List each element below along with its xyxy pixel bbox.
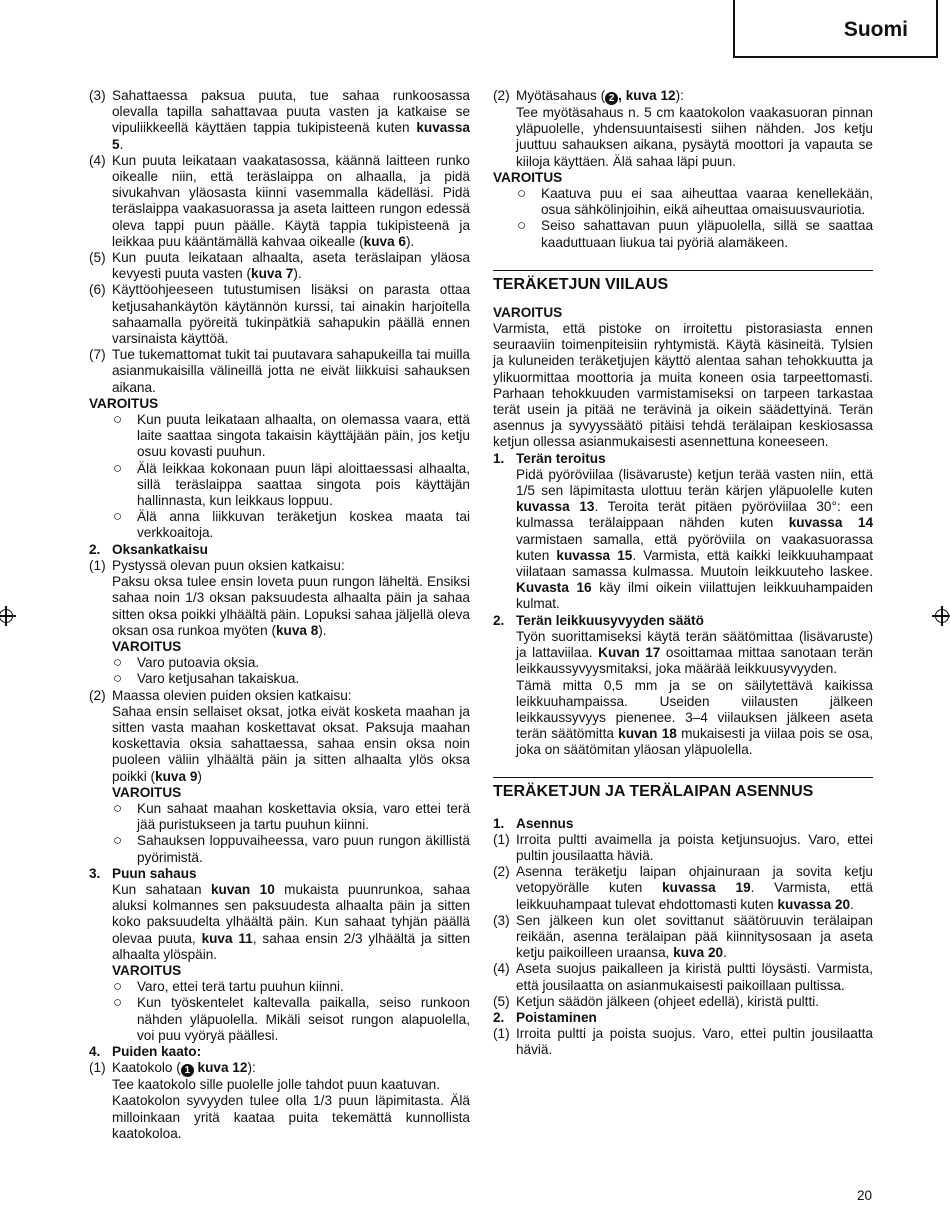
warning-item: ○ Varo ketjusahan takaiskua. (113, 670, 300, 688)
warning-item: ○ Älä anna liikkuvan teräketjun koskea maata tai verkkoaitoja. (113, 508, 470, 541)
paragraph: (6) Käyttöohjeeseen tutustumisen lisäksi on parasta ottaa ketjusahankäytön käytännön kurssi, tai ainakin harjoitella sahaamalla pyöreitä tukinpätkiä sahapukin päällä ennen varsinaista käyttöä. (89, 282, 470, 347)
paragraph-body: Pidä pyöröviilaa (lisävaruste) ketjun terää vasten niin, että 1/5 sen läpimitasta ulottuu terän kärjen yläpuolelle kuten kuvassa 13. Teroita terät pitäen pyöröviilaa 30°: een kulmassa terälaippaan nähden kuten kuvassa 14 varmistaen samalla, että pyöröviila on vaakasuorassa kuten kuvassa 15. Varmista, että kaikki leikkuuhampaat viilataan samassa kulmassa. Muutoin leikkuuteho laskee. Kuvasta 16 käy ilmi oikein viilattujen leikkuuhampaiden kulmat. (516, 466, 874, 612)
paragraph: (4) Aseta suojus paikalleen ja kiristä pultti löysästi. Varmista, että jousilaatta on asianmukaisesti paikoillaan pultissa. (493, 961, 873, 993)
registration-mark-right (932, 606, 950, 626)
warning-heading: VAROITUS (493, 304, 563, 320)
paragraph-body: Kun sahataan kuvan 10 mukaista puunrunkoa, sahaa aluksi kolmannes sen paksuudesta alhaalta päin ja sitten koko paksuudelta ylhäältä päin. Kun sahaat tyhjän päällä olevaa puuta, kuva 11, sahaa ensin 2/3 ylhäältä ja sitten alhaalta ylöspäin. (112, 881, 471, 962)
paragraph: (5) Kun puuta leikataan alhaalta, aseta teräslaipan yläosa kevyesti puuta vasten (kuva 7). (89, 250, 470, 282)
warning-item: ○ Älä leikkaa kokonaan puun läpi aloittaessasi alhaalta, sillä teräslaippa saattaa singota pois käyttäjän hallinnasta, kun leikkaus loppuu. (113, 459, 470, 509)
language-tab (733, 0, 938, 58)
warning-heading: VAROITUS (89, 395, 159, 411)
warning-heading: VAROITUS (112, 962, 182, 978)
paragraph: (2) Asenna teräketju laipan ohjainuraan ja sovita ketju vetopyörälle kuten kuvassa 19. Varmista, että leikkuuhampaat tulevat ehdottomasti kuten kuvassa 20. (493, 864, 873, 912)
section-heading: 3. Puun sahaus (89, 865, 197, 881)
paragraph-body: Tee myötäsahaus n. 5 cm kaatokolon vaakasuoran pinnan yläpuolelle, yhdensuuntaisesti siihen nähden. Jos ketju juuttuu sahauksen aikana, pysäytä moottori ja vapauta se kiiloja käyttäen. Älä sahaa läpi puun. (516, 105, 873, 169)
section-heading: 4. Puiden kaato: (89, 1043, 202, 1059)
page-number: 20 (857, 1188, 873, 1203)
paragraph: (1) Pystyssä olevan puun oksien katkaisu: (89, 557, 345, 573)
warning-item: ○ Kun sahaat maahan koskettavia oksia, varo ettei terä jää puristukseen ja tartu puuhun kiinni. (113, 799, 470, 833)
warning-item: ○ Varo, ettei terä tartu puuhun kiinni. (113, 978, 344, 996)
left-column (89, 88, 470, 1142)
warning-heading: VAROITUS (493, 169, 563, 185)
warning-item: ○ Kun puuta leikataan alhaalta, on olemassa vaara, että laite saattaa singota takaisin käyttäjään päin, jos ketju osuu kovasti puuhun. (113, 411, 470, 460)
warning-heading: VAROITUS (112, 638, 182, 654)
paragraph: (1) Kaatokolo ( 1 kuva 12): (89, 1060, 256, 1077)
paragraph: (1) Irroita pultti avaimella ja poista ketjunsuojus. Varo, ettei pultin jousilaatta häviä. (493, 831, 873, 863)
paragraph: (1) Irroita pultti ja poista suojus. Varo, ettei pultin jousilaatta häviä. (493, 1026, 873, 1058)
paragraph-body: Paksu oksa tulee ensin loveta puun rungon läheltä. Ensiksi sahaa noin 1/3 oksan paksuudesta alhaalta päin ja sahaa sitten oksa poikki ylhäältä päin. Lopuksi sahaa jäljellä oleva oksan osa runkoa myöten (kuva 8). (112, 574, 470, 638)
section-heading: 2. Poistaminen (493, 1009, 597, 1025)
warning-item: ○ Varo putoavia oksia. (113, 654, 260, 672)
section-title: TERÄKETJUN JA TERÄLAIPAN ASENNUS (493, 777, 873, 802)
paragraph: (7) Tue tukemattomat tukit tai puutavara sahapukeilla tai muilla asianmukaisilla välineillä jotta ne eivät liikkuisi sahauksen aikana. (89, 347, 470, 395)
warning-item: ○ Sahauksen loppuvaiheessa, varo puun rungon äkillistä pyörimistä. (113, 832, 470, 865)
section-heading: 1. Asennus (493, 815, 574, 831)
right-column (493, 88, 873, 1059)
paragraph: (2) Myötäsahaus ( 2 , kuva 12): (493, 88, 684, 104)
paragraph: (3) Sen jälkeen kun olet sovittanut säätöruuvin terälaipan reikään, asenna terälaipan pää kiinnitysosaan ja aseta ketju paikoilleen uraansa, kuva 20. (493, 912, 873, 961)
paragraph-body: Tämä mitta 0,5 mm ja se on säilytettävä kaikissa leikkuuhampaissa. Useiden viilausten jälkeen leikkaussyvyys pienenee. 3–4 viilauksen jälkeen aseta terän säätömitta kuvan 18 mukaisesti ja viilaa pois se osa, joka on säätömitan yläosan yläpuolella. (516, 677, 874, 758)
paragraph-body: Varmista, että pistoke on irroitettu pistorasiasta ennen seuraaviin toimenpiteisiin ryhtymistä. Käytä käsineitä. Tylsien ja kuluneiden teräketjujen käyttö alentaa sahan tehokkuutta ja ylikuormittaa moottoria ja muita koneen osia tarpeettomasti. Parhaan tehokkuuden varmistamiseksi on tarpeen tarkastaa terät usein ja pitää ne terävinä ja oikein säädettyinä. Terän asennus ja syvyyssäätö pitäisi tehdä terälaipan keskiosassa ketjun ollessa asianmukaisesti asennettuna koneeseen. (493, 321, 873, 450)
section-heading: 2. Oksankatkaisu (89, 541, 208, 557)
paragraph-body: Sahaa ensin sellaiset oksat, jotka eivät kosketa maahan ja sitten vasta maahan koskettavat oksat. Paksuja maahan koskettavia oksia sahattaessa, sahaa ensin oksa noin puoleen väliin ylhäältä päin ja sitten alhaalta ylös oksa poikki (kuva 9) (112, 703, 470, 784)
warning-heading: VAROITUS (112, 784, 182, 800)
warning-item: ○ Kaatuva puu ei saa aiheuttaa vaaraa kenellekään, osua sähkölinjoihin, eikä aiheuttaa omaisuusvauriotia. (517, 185, 873, 218)
paragraph-body: Kaatokolon syvyyden tulee olla 1/3 puun läpimitasta. Älä milloinkaan yritä kaataa puita tekemättä kunnollista kaatokoloa. (112, 1093, 470, 1141)
section-heading: 2. Terän leikkuusyvyyden säätö (493, 612, 704, 628)
language-label: Suomi (843, 18, 908, 41)
paragraph: (3) Sahattaessa paksua puuta, tue sahaa runkoosassa olevalla tapilla sahattavaa puuta vasten ja katkaise se vipuliikkeellä käyttäen tappia tukipisteenä kuten kuvassa 5. (89, 88, 470, 152)
paragraph: (5) Ketjun säädön jälkeen (ohjeet edellä), kiristä pultti. (493, 993, 820, 1009)
warning-item: ○ Seiso sahattavan puun yläpuolella, sillä se saattaa kaaduttuaan liukua tai pyöriä alamäkeen. (517, 217, 873, 250)
paragraph-body: Työn suorittamiseksi käytä terän säätömittaa (lisävaruste) ja lattaviilaa. Kuvan 17 osoittamaa mittaa sanotaan terän leikkaussyvyysmitaksi, joka määrää leikkuusyvyyden. (516, 628, 873, 677)
registration-mark-left (0, 606, 16, 626)
paragraph: (4) Kun puuta leikataan vaakatasossa, käännä laitteen runko oikealle niin, että teräslaippa on alhaalla, ja pidä sivukahvan yläosasta kiinni vasemmalla kädelläsi. Pidä teräslaippa vaakasuorassa ja aseta laitteen rungon edessä oleva tappi puun päälle. Käytä tappia tukipisteenä ja leikkaa puu kääntämällä kahvaa oikealle (kuva 6). (89, 152, 470, 249)
warning-item: ○ Kun työskentelet kaltevalla paikalla, seiso runkoon nähden yläpuolella. Mikäli seisot rungon alapuolella, voi puu vyöryä päällesi. (113, 994, 470, 1043)
callout-number-icon: 2 (605, 92, 618, 105)
section-heading: 1. Terän teroitus (493, 450, 606, 466)
section-title: TERÄKETJUN VIILAUS (493, 270, 873, 295)
paragraph: (2) Maassa olevien puiden oksien katkaisu: (89, 687, 352, 703)
paragraph-body: Tee kaatokolo sille puolelle jolle tahdot puun kaatuvan. (112, 1077, 440, 1093)
callout-number-icon: 1 (181, 1064, 194, 1077)
